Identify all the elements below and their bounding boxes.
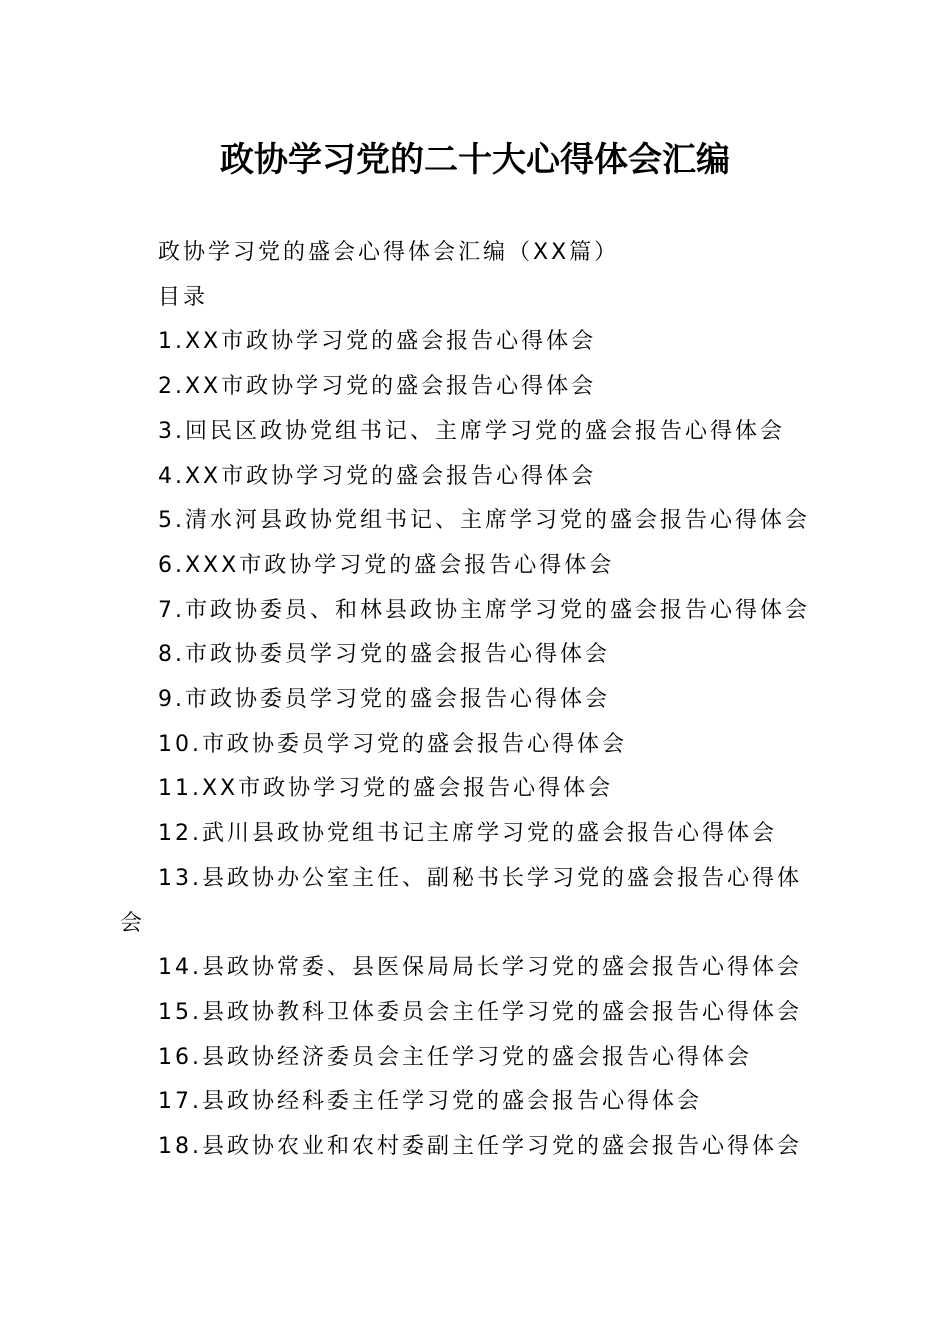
toc-item: 16.县政协经济委员会主任学习党的盛会报告心得体会 bbox=[158, 1044, 752, 1070]
toc-item: 10.市政协委员学习党的盛会报告心得体会 bbox=[158, 731, 627, 757]
toc-item: 2.XX市政协学习党的盛会报告心得体会 bbox=[158, 374, 597, 400]
toc-item: 3.回民区政协党组书记、主席学习党的盛会报告心得体会 bbox=[158, 418, 785, 444]
document-body bbox=[120, 231, 825, 1170]
toc-item: 6.XXX市政协学习党的盛会报告心得体会 bbox=[158, 552, 615, 578]
toc-item: 11.XX市政协学习党的盛会报告心得体会 bbox=[158, 776, 614, 802]
toc-item: 8.市政协委员学习党的盛会报告心得体会 bbox=[158, 642, 610, 668]
toc-item: 9.市政协委员学习党的盛会报告心得体会 bbox=[158, 687, 610, 713]
toc-item: 15.县政协教科卫体委员会主任学习党的盛会报告心得体会 bbox=[158, 999, 802, 1025]
toc-item: 13.县政协办公室主任、副秘书长学习党的盛会报告心得体会 bbox=[120, 865, 802, 936]
toc-heading: 目录 bbox=[158, 284, 209, 310]
toc-item: 12.武川县政协党组书记主席学习党的盛会报告心得体会 bbox=[158, 821, 777, 847]
document-subtitle: 政协学习党的盛会心得体会汇编（XX篇） bbox=[158, 240, 620, 265]
toc-item: 4.XX市政协学习党的盛会报告心得体会 bbox=[158, 463, 597, 489]
document-title: 政协学习党的二十大心得体会汇编 bbox=[220, 140, 730, 180]
toc-item: 5.清水河县政协党组书记、主席学习党的盛会报告心得体会 bbox=[158, 508, 810, 534]
toc-item: 14.县政协常委、县医保局局长学习党的盛会报告心得体会 bbox=[158, 955, 802, 981]
toc-item: 17.县政协经科委主任学习党的盛会报告心得体会 bbox=[158, 1089, 702, 1115]
toc-item: 7.市政协委员、和林县政协主席学习党的盛会报告心得体会 bbox=[158, 597, 810, 623]
toc-item: 1.XX市政协学习党的盛会报告心得体会 bbox=[158, 329, 597, 355]
toc-item: 18.县政协农业和农村委副主任学习党的盛会报告心得体会 bbox=[158, 1134, 802, 1160]
